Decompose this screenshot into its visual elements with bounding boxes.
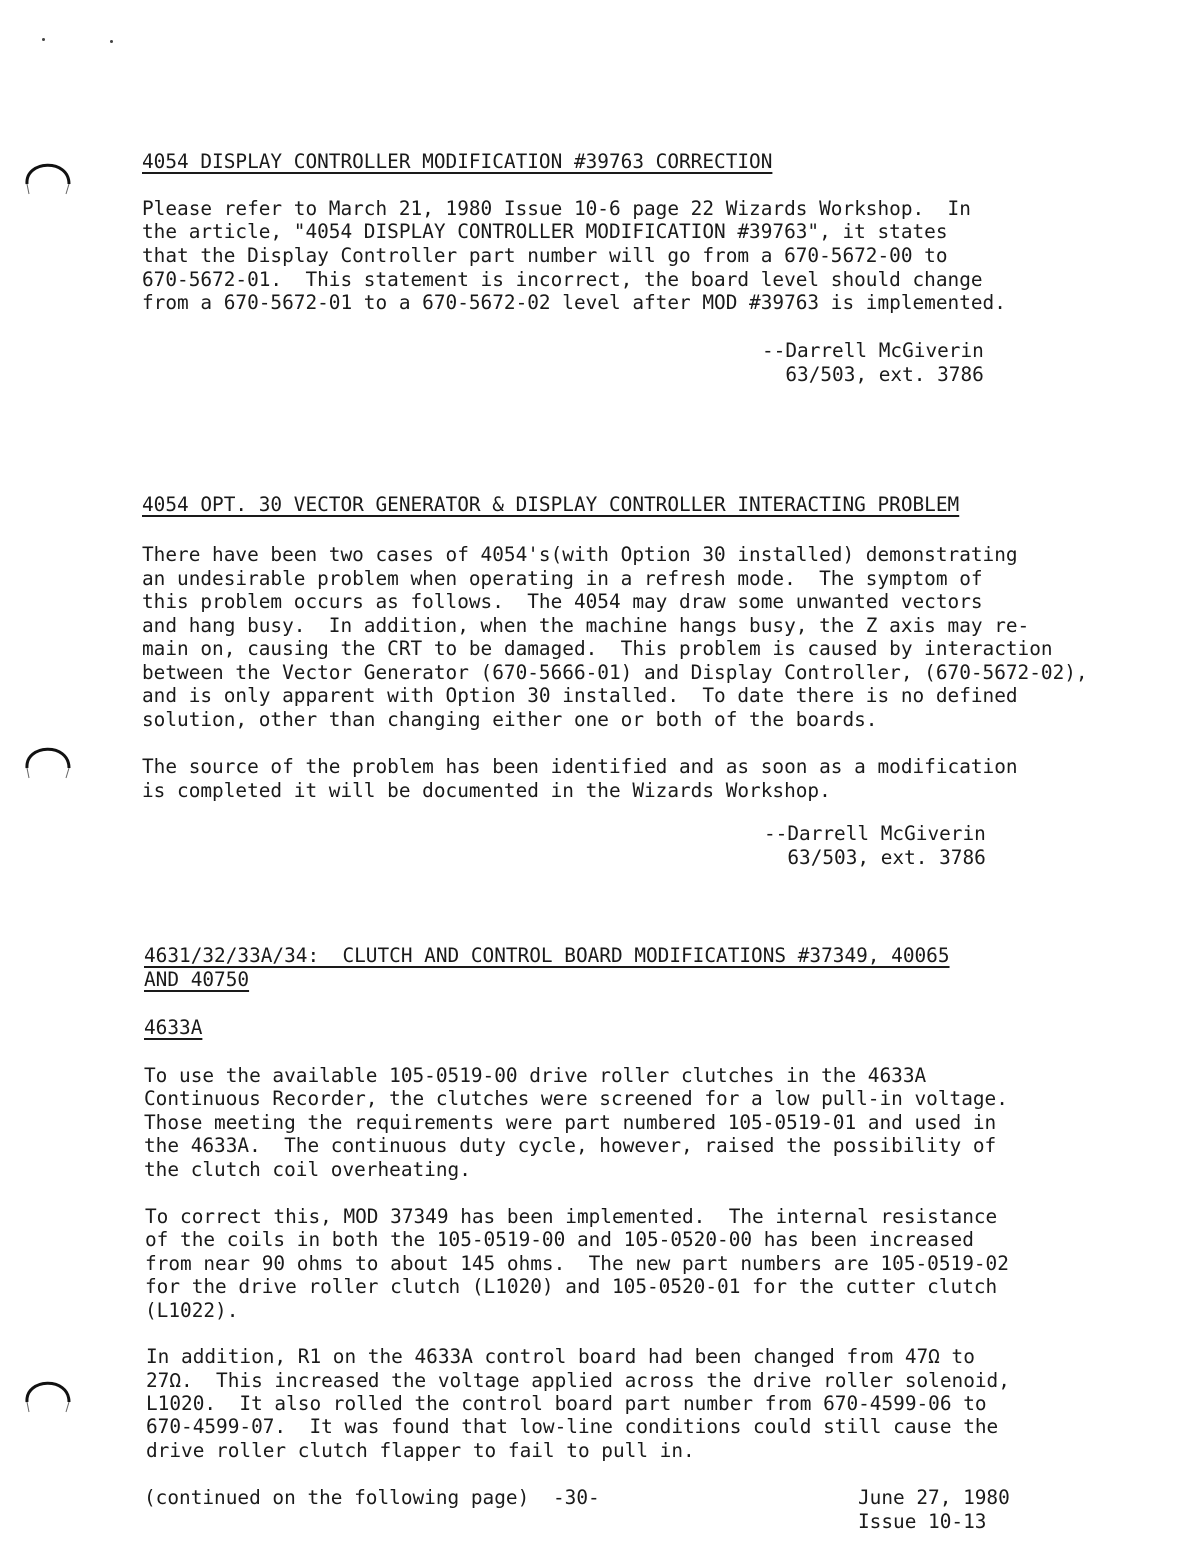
text-line: from near 90 ohms to about 145 ohms. The new part numbers are 105-0519-02 bbox=[145, 1252, 1009, 1275]
punch-hole-top bbox=[22, 152, 72, 202]
text-line: is completed it will be documented in the Wizards Workshop. bbox=[142, 779, 831, 802]
text-line: 670-4599-07. It was found that low-line conditions could still cause the bbox=[146, 1415, 999, 1438]
scan-speck bbox=[110, 40, 113, 43]
text-line: (L1022). bbox=[145, 1299, 239, 1322]
text-line: drive roller clutch flapper to fail to pull in. bbox=[146, 1439, 695, 1462]
issue-date: June 27, 1980 bbox=[858, 1486, 1010, 1509]
scan-speck bbox=[42, 38, 45, 41]
text-line: Continuous Recorder, the clutches were screened for a low pull-in voltage. bbox=[144, 1087, 1008, 1110]
text-line: L1020. It also rolled the control board part number from 670-4599-06 to bbox=[146, 1392, 987, 1415]
text-line: that the Display Controller part number will go from a 670-5672-00 to bbox=[142, 244, 948, 267]
heading-line: 4631/32/33A/34: CLUTCH AND CONTROL BOARD MODIFICATIONS #37349, 40065 bbox=[144, 944, 950, 967]
text-line: Those meeting the requirements were part numbered 105-0519-01 and used in bbox=[144, 1111, 997, 1134]
signature-location: 63/503, ext. 3786 bbox=[764, 846, 986, 869]
text-line: for the drive roller clutch (L1020) and 105-0520-01 for the cutter clutch bbox=[145, 1275, 998, 1298]
text-line: and hang busy. In addition, when the machine hangs busy, the Z axis may re- bbox=[142, 614, 1030, 637]
text-line: main on, causing the CRT to be damaged. This problem is caused by interaction bbox=[142, 637, 1053, 660]
text-line: 27Ω. This increased the voltage applied across the drive roller solenoid, bbox=[146, 1369, 1010, 1392]
section1-heading: 4054 DISPLAY CONTROLLER MODIFICATION #39763 CORRECTION bbox=[142, 150, 773, 173]
signature-name: --Darrell McGiverin bbox=[762, 339, 984, 362]
text-line: of the coils in both the 105-0519-00 and 105-0520-00 has been increased bbox=[145, 1228, 974, 1251]
text-line: 670-5672-01. This statement is incorrect, the board level should change bbox=[142, 268, 983, 291]
text-line: this problem occurs as follows. The 4054 may draw some unwanted vectors bbox=[142, 590, 983, 613]
punch-hole-middle bbox=[22, 736, 72, 786]
section3-subheading: 4633A bbox=[144, 1016, 203, 1039]
text-line: between the Vector Generator (670-5666-01) and Display Controller, (670-5672-02), bbox=[142, 661, 1088, 684]
page-number: -30- bbox=[553, 1486, 600, 1509]
text-line: Please refer to March 21, 1980 Issue 10-6 page 22 Wizards Workshop. In bbox=[142, 197, 971, 220]
text-line: the 4633A. The continuous duty cycle, however, raised the possibility of bbox=[144, 1134, 997, 1157]
text-line: To use the available 105-0519-00 drive roller clutches in the 4633A bbox=[144, 1064, 927, 1087]
signature-location: 63/503, ext. 3786 bbox=[762, 363, 984, 386]
text-line: the clutch coil overheating. bbox=[144, 1158, 471, 1181]
issue-number: Issue 10-13 bbox=[858, 1510, 987, 1533]
text-line: an undesirable problem when operating in a refresh mode. The symptom of bbox=[142, 567, 983, 590]
text-line: solution, other than changing either one or both of the boards. bbox=[142, 708, 878, 731]
section2-heading: 4054 OPT. 30 VECTOR GENERATOR & DISPLAY CONTROLLER INTERACTING PROBLEM bbox=[142, 493, 960, 516]
text-line: and is only apparent with Option 30 installed. To date there is no defined bbox=[142, 684, 1018, 707]
signature-name: --Darrell McGiverin bbox=[764, 822, 986, 845]
text-line: To correct this, MOD 37349 has been implemented. The internal resistance bbox=[145, 1205, 998, 1228]
punch-hole-bottom bbox=[22, 1370, 72, 1420]
continued-note: (continued on the following page) bbox=[144, 1486, 530, 1509]
heading-line: AND 40750 bbox=[144, 968, 250, 991]
text-line: There have been two cases of 4054's(with Option 30 installed) demonstrating bbox=[142, 543, 1018, 566]
text-line: In addition, R1 on the 4633A control board had been changed from 47Ω to bbox=[146, 1345, 975, 1368]
text-line: the article, "4054 DISPLAY CONTROLLER MODIFICATION #39763", it states bbox=[142, 220, 948, 243]
text-line: from a 670-5672-01 to a 670-5672-02 level after MOD #39763 is implemented. bbox=[142, 291, 1006, 314]
text-line: The source of the problem has been identified and as soon as a modification bbox=[142, 755, 1018, 778]
